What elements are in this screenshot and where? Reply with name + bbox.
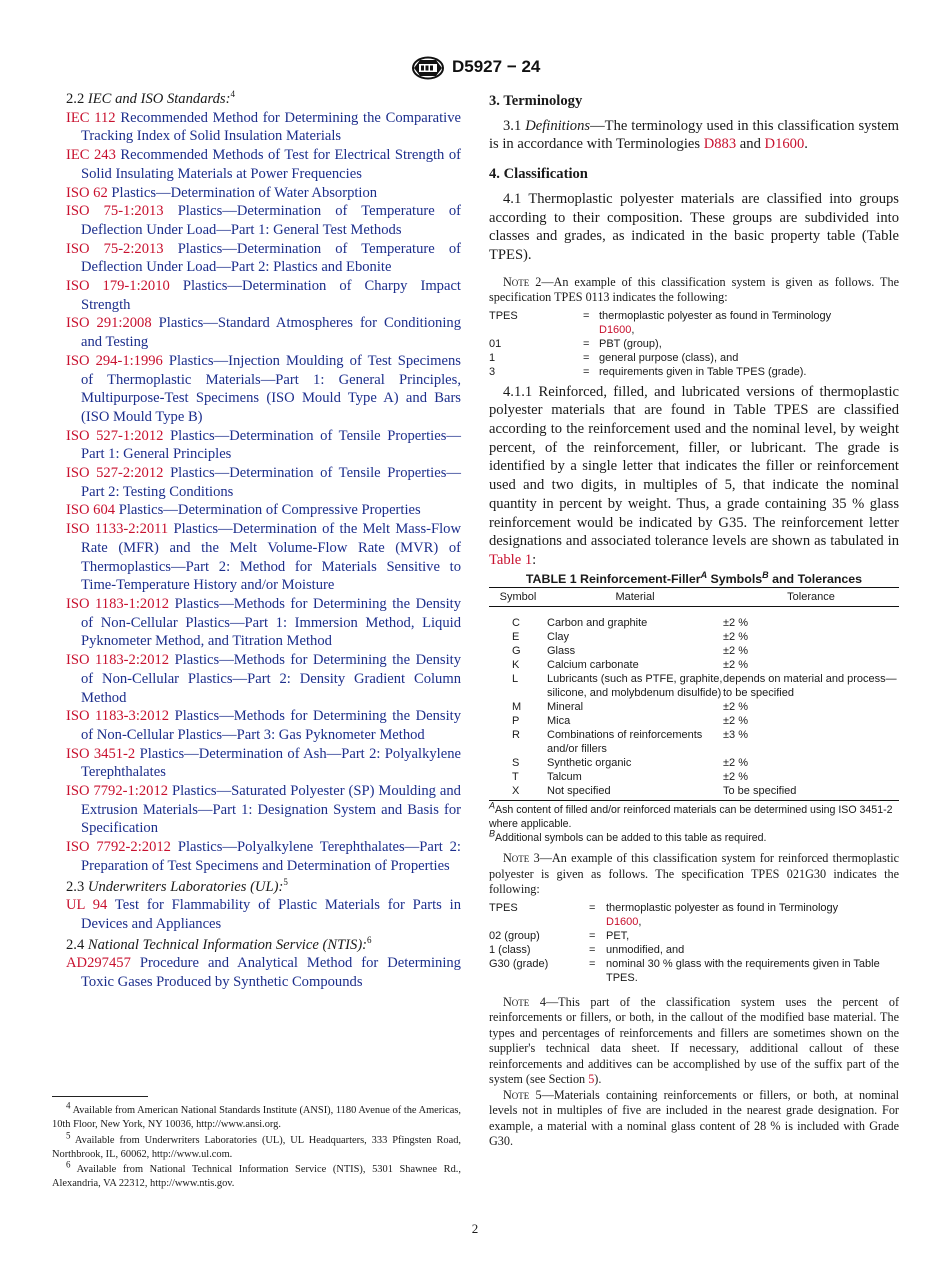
symbol-cell: M	[512, 701, 522, 714]
reference-code-link[interactable]: ISO 179-1:2010	[66, 278, 170, 295]
note-3: Note 3—An example of this classification system for reinforced thermoplastic polyester is given as follows. The specification TPES 021G30 indicates the following:	[489, 851, 900, 897]
reference-code-link[interactable]: ISO 7792-2:2012	[66, 839, 171, 856]
definition-equals: =	[589, 901, 596, 914]
definition-term: 02 (group)	[489, 929, 540, 942]
definition-term: G30 (grade)	[489, 957, 549, 970]
table-1-link[interactable]: Table 1	[489, 551, 533, 568]
note-4: Note 4—This part of the classification system uses the percent of reinforcements or fillers, or both, in the callout of the modified base material. The types and percentages of reinforcements and fillers are sometimes shown on the supplier's technical data sheet. If necessary, additional callout of these reinforcements and additives can be accomplished by use of the suffix part of the system (see Section 5).	[489, 994, 900, 1087]
reference-item	[66, 427, 461, 464]
table-row	[489, 672, 899, 700]
reference-item	[66, 240, 461, 277]
reference-item	[66, 745, 461, 782]
definition-term: 3	[489, 365, 496, 378]
material-cell: Not specified	[547, 785, 611, 798]
reference-code-link[interactable]: UL 94	[66, 897, 108, 914]
footnote-number: 5	[66, 1130, 71, 1141]
reference-title: Plastics—Methods for Determining the Density of Non-Cellular Plastics—Part 1: Immersion Method, Liquid Pyknometer Method, and Titration Method	[81, 595, 461, 650]
material-cell: Combinations of reinforcements and/or fillers	[547, 729, 703, 756]
spacer-cell	[489, 606, 547, 616]
table-row	[489, 770, 899, 784]
definition-term: TPES	[489, 309, 518, 322]
reference-title: Plastics—Standard Atmospheres for Conditioning and Testing	[81, 315, 462, 351]
table-1	[489, 587, 899, 802]
footnote	[52, 1130, 461, 1163]
table-row	[489, 616, 899, 630]
reference-title: Plastics—Determination of Temperature of Deflection Under Load—Part 2: Plastics and Ebonite	[81, 240, 461, 276]
reference-code-link[interactable]: ISO 75-2:2013	[66, 240, 164, 257]
symbol-cell: X	[512, 785, 520, 798]
table-row	[489, 644, 899, 658]
reference-title: Plastics—Determination of Tensile Properties—Part 2: Testing Conditions	[81, 465, 461, 500]
reference-item	[66, 109, 461, 146]
footnotes	[52, 1100, 461, 1193]
reference-title: Plastics—Injection Moulding of Test Specimens of Thermoplastic Materials—Part 1: General Principles, Multipurpose-Test Specimens (ISO Mould Type A) and Bars (ISO Mould Type B)	[81, 352, 461, 425]
section-3-heading: 3. Terminology	[489, 93, 583, 109]
reference-title: Plastics—Determination of Temperature of Deflection Under Load—Part 1: General Test Methods	[81, 203, 461, 238]
reference-title: Plastics—Determination of Charpy Impact Strength	[81, 278, 461, 313]
reference-item	[66, 352, 461, 427]
definition-equals: =	[589, 929, 596, 942]
material-cell: Carbon and graphite	[547, 617, 648, 630]
material-cell: Mica	[547, 715, 571, 728]
reference-list	[66, 109, 461, 876]
section-2-4-heading: 2.4 National Technical Information Service (NTIS):$^6$	[66, 934, 372, 953]
reference-item	[66, 184, 461, 203]
definition-equals: =	[583, 309, 590, 322]
reference-title: Plastics—Determination of Compressive Properties	[118, 502, 421, 519]
table-1-footnote-b: $^B$Additional symbols can be added to this table as required.	[489, 828, 767, 845]
reference-title: Plastics—Methods for Determining the Density of Non-Cellular Plastics—Part 3: Gas Pyknometer Method	[81, 708, 461, 743]
symbol-cell: G	[512, 645, 521, 658]
section-2-3-heading: 2.3 Underwriters Laboratories (UL):$^5$	[66, 876, 288, 895]
definition-value	[599, 337, 899, 351]
right-column	[489, 90, 899, 1150]
reference-title: Recommended Methods of Test for Electrical Strength of Solid Insulating Materials at Power Frequencies	[81, 147, 461, 182]
definition-value	[599, 351, 899, 365]
definition-equals: =	[589, 943, 596, 956]
footnote-number: 4	[66, 1100, 71, 1111]
column-header-symbol: Symbol	[489, 587, 547, 606]
definition-value	[606, 957, 899, 985]
definition-equals: =	[583, 337, 590, 350]
definition-row	[489, 309, 899, 337]
d1600-link[interactable]: D1600	[606, 915, 639, 928]
definition-term: 1 (class)	[489, 943, 531, 956]
table-1-spacer-row	[489, 606, 899, 616]
definition-text: thermoplastic polyester as found in Terminology	[599, 309, 832, 322]
table-1-header-row	[489, 587, 899, 606]
definition-value	[606, 929, 899, 943]
footnote	[52, 1100, 461, 1133]
reference-code-link[interactable]: ISO 62	[66, 184, 108, 201]
reference-code-link[interactable]: ISO 527-2:2012	[66, 465, 164, 482]
definition-row	[489, 929, 899, 943]
d1600-link[interactable]: D1600	[599, 323, 632, 336]
reference-item	[66, 651, 461, 707]
reference-item	[66, 202, 461, 239]
definition-row	[489, 337, 899, 351]
paragraph-4-1-1: 4.1.1 Reinforced, filled, and lubricated versions of thermoplastic polyester materials that are found in Table TPES are classified according to the reinforcement used and the nominal level, by weight percent, of the reinforcement, filler, or lubricant. The grade is identified by a single letter that indicates the filler or reinforcement used and two digits, in multiples of 5, that indicate the nominal quantity in percent by weight. Thus, a grade containing 35 % glass reinforcement would be indicated by G35. The reinforcement letter designations and associated tolerance levels are shown as tabulated in Table 1:	[489, 383, 899, 568]
material-cell: Talcum	[547, 771, 582, 784]
note-2: Note 2—An example of this classification system is given as follows. The specification TPES 0113 indicates the following:	[489, 274, 899, 305]
table-row	[489, 784, 899, 801]
column-header-material: Material	[547, 587, 723, 606]
reference-title: Plastics—Determination of Tensile Properties—Part 1: General Principles	[81, 427, 461, 463]
definition-row	[489, 943, 899, 957]
material-cell: Clay	[547, 631, 570, 644]
tolerance-cell: ±2 %	[723, 701, 748, 714]
astm-logo-icon	[410, 56, 446, 80]
reference-code-link[interactable]: ISO 3451-2	[66, 745, 136, 762]
definition-text: unmodified, and	[606, 943, 685, 956]
tolerance-cell: ±2 %	[723, 771, 748, 784]
reference-code-link[interactable]: ISO 291:2008	[66, 315, 152, 332]
tolerance-cell: ±2 %	[723, 631, 748, 644]
definition-row	[489, 901, 899, 929]
material-cell: Glass	[547, 645, 576, 658]
definition-text: PBT (group),	[599, 337, 662, 350]
symbol-cell: L	[512, 673, 519, 686]
definition-equals: =	[583, 351, 590, 364]
tolerance-cell: depends on material and process—to be specified	[723, 673, 897, 700]
table-row	[489, 630, 899, 644]
material-cell: Calcium carbonate	[547, 659, 639, 672]
reference-item	[66, 595, 461, 651]
reference-item	[66, 782, 461, 838]
d883-link[interactable]: D883	[703, 136, 737, 153]
material-cell: Lubricants (such as PTFE, graphite, silicone, and molybdenum disulfide)	[547, 673, 723, 700]
footnote-number: 6	[66, 1159, 71, 1170]
reference-code-link[interactable]: IEC 243	[66, 147, 116, 164]
section-5-link[interactable]: 5	[588, 1072, 595, 1087]
tolerance-cell: ±2 %	[723, 617, 748, 630]
table-row	[489, 756, 899, 770]
definition-term: 01	[489, 337, 502, 350]
table-row	[489, 658, 899, 672]
reference-item	[66, 464, 461, 501]
reference-code-link[interactable]: IEC 112	[66, 109, 116, 126]
reference-item	[66, 838, 461, 875]
material-cell: Mineral	[547, 701, 584, 714]
footnote-text: Available from American National Standards Institute (ANSI), 1180 Avenue of the Americas, 10th Floor, New York, NY 10036, http://www.ansi.org.	[52, 1105, 461, 1131]
reference-item	[66, 520, 461, 595]
definition-row	[489, 957, 899, 985]
reference-title: Recommended Method for Determining the Comparative Tracking Index of Solid Insulation Materials	[81, 109, 461, 145]
reference-title: Plastics—Methods for Determining the Density of Non-Cellular Plastics—Part 2: Density Gradient Column Method	[81, 652, 461, 706]
definition-value	[599, 365, 899, 379]
reference-code-link[interactable]: ISO 527-1:2012	[66, 427, 164, 444]
symbol-cell: R	[512, 729, 520, 742]
definition-value	[606, 943, 899, 957]
definition-term: 1	[489, 351, 496, 364]
table-row	[489, 728, 899, 756]
note-5: Note 5—Materials containing reinforcements or fillers, or both, at nominal levels not in multiples of five are included in the nearest grade designation. For example, a material with a nominal glass content of 28 % is included with Grade G30.	[489, 1087, 900, 1149]
reference-code-link[interactable]: ISO 1183-1:2012	[66, 595, 170, 612]
note-2-definition-table	[489, 309, 899, 379]
definition-text: thermoplastic polyester as found in Terminology	[606, 901, 839, 914]
paragraph-4-1: 4.1 Thermoplastic polyester materials are classified into groups according to their composition. These groups are subdivided into classes and grades, as indicated in the basic property table (Table TPES).	[489, 190, 899, 263]
symbol-cell: P	[512, 715, 520, 728]
reference-item	[66, 314, 461, 351]
reference-item	[66, 277, 461, 314]
footnote-text: Available from National Technical Information Service (NTIS), 5301 Shawnee Rd., Alexandria, VA 22312, http://www.ntis.gov.	[52, 1164, 461, 1190]
definition-row	[489, 351, 899, 365]
definition-text: nominal 30 % glass with the requirements given in Table TPES.	[606, 957, 880, 984]
definition-text: general purpose (class), and	[599, 351, 739, 364]
reference-code-link[interactable]: AD297457	[66, 955, 131, 972]
definition-equals: =	[583, 365, 590, 378]
definition-row	[489, 365, 899, 379]
table-row	[489, 700, 899, 714]
paragraph-3-1: 3.1 Definitions—The terminology used in this classification system is in accordance with Terminologies D883 and D1600.	[489, 117, 899, 153]
symbol-cell: C	[512, 617, 520, 630]
definition-value	[606, 901, 899, 929]
table-row	[489, 714, 899, 728]
document-id: D5927 − 24	[452, 57, 541, 76]
reference-code-link[interactable]: ISO 604	[66, 502, 116, 519]
definition-tail: ,	[631, 323, 635, 336]
footnote	[52, 1159, 461, 1192]
symbol-cell: T	[512, 771, 519, 784]
reference-title: Plastics—Saturated Polyester (SP) Moulding and Extrusion Materials—Part 1: Designation System and Basis for Specification	[81, 783, 461, 837]
reference-title: Plastics—Determination of Ash—Part 2: Polyalkylene Terephthalates	[81, 745, 461, 781]
page-number: 2	[471, 1221, 479, 1236]
reference-code-link[interactable]: ISO 1183-3:2012	[66, 708, 170, 725]
reference-code-link[interactable]: ISO 1133-2:2011	[66, 521, 169, 538]
symbol-cell: K	[512, 659, 520, 672]
reference-title: Plastics—Polyalkylene Terephthalates—Part 2: Preparation of Test Specimens and Determination of Properties	[81, 839, 461, 874]
d1600-link[interactable]: D1600	[764, 136, 805, 153]
tolerance-cell: ±2 %	[723, 757, 748, 770]
table-1-title: TABLE 1 Reinforcement-Filler$^A$ Symbols$^B$ and Tolerances	[525, 569, 863, 586]
note-3-definition-table	[489, 901, 899, 985]
tolerance-cell: ±3 %	[723, 729, 748, 742]
definition-value	[599, 309, 899, 337]
table-1-footnote-a: $^A$Ash content of filled and/or reinforced materials can be determined using ISO 3451-2 where applicable.	[489, 800, 893, 831]
reference-title: Plastics—Determination of Water Absorption	[111, 184, 378, 201]
definition-text: PET,	[606, 929, 630, 942]
tolerance-cell: ±2 %	[723, 659, 748, 672]
section-2-2-heading: 2.2 IEC and ISO Standards:$^4$	[66, 89, 235, 107]
reference-item	[66, 501, 461, 520]
reference-code-link[interactable]: ISO 75-1:2013	[66, 203, 164, 220]
definition-term: TPES	[489, 901, 518, 914]
reference-item-ad297457: AD297457 Procedure and Analytical Method for Determining Toxic Gases Produced by Synthetic Compounds	[66, 955, 461, 991]
symbol-cell: S	[512, 757, 520, 770]
footnote-divider	[52, 1096, 148, 1097]
definition-tail: ,	[638, 915, 642, 928]
symbol-cell: E	[512, 631, 520, 644]
section-4-heading: 4. Classification	[489, 166, 588, 183]
left-column	[66, 90, 461, 992]
material-cell: Synthetic organic	[547, 757, 632, 770]
footnote-text: Available from Underwriters Laboratories (UL), UL Headquarters, 333 Pfingsten Road, Northbrook, IL, 60062, http://www.ul.com.	[52, 1134, 461, 1160]
reference-code-link[interactable]: ISO 7792-1:2012	[66, 783, 169, 800]
reference-code-link[interactable]: ISO 1183-2:2012	[66, 652, 170, 669]
reference-item	[66, 146, 461, 183]
tolerance-cell: To be specified	[723, 785, 797, 798]
reference-item	[66, 707, 461, 744]
tolerance-cell: ±2 %	[723, 645, 748, 658]
definition-text: requirements given in Table TPES (grade).	[599, 365, 807, 378]
column-header-tolerance: Tolerance	[723, 587, 899, 606]
reference-title: Plastics—Determination of the Melt Mass-Flow Rate (MFR) and the Melt Volume-Flow Rate (MVR) of Thermoplastics—Part 2: Method for Materials Sensitive to Time-Temperature History and/or Moisture	[81, 521, 461, 594]
tolerance-cell: ±2 %	[723, 715, 748, 728]
reference-code-link[interactable]: ISO 294-1:1996	[66, 352, 163, 369]
definition-equals: =	[589, 957, 596, 970]
reference-item-ul94: UL 94 Test for Flammability of Plastic Materials for Parts in Devices and Appliances	[66, 897, 461, 932]
page-header	[0, 56, 950, 80]
